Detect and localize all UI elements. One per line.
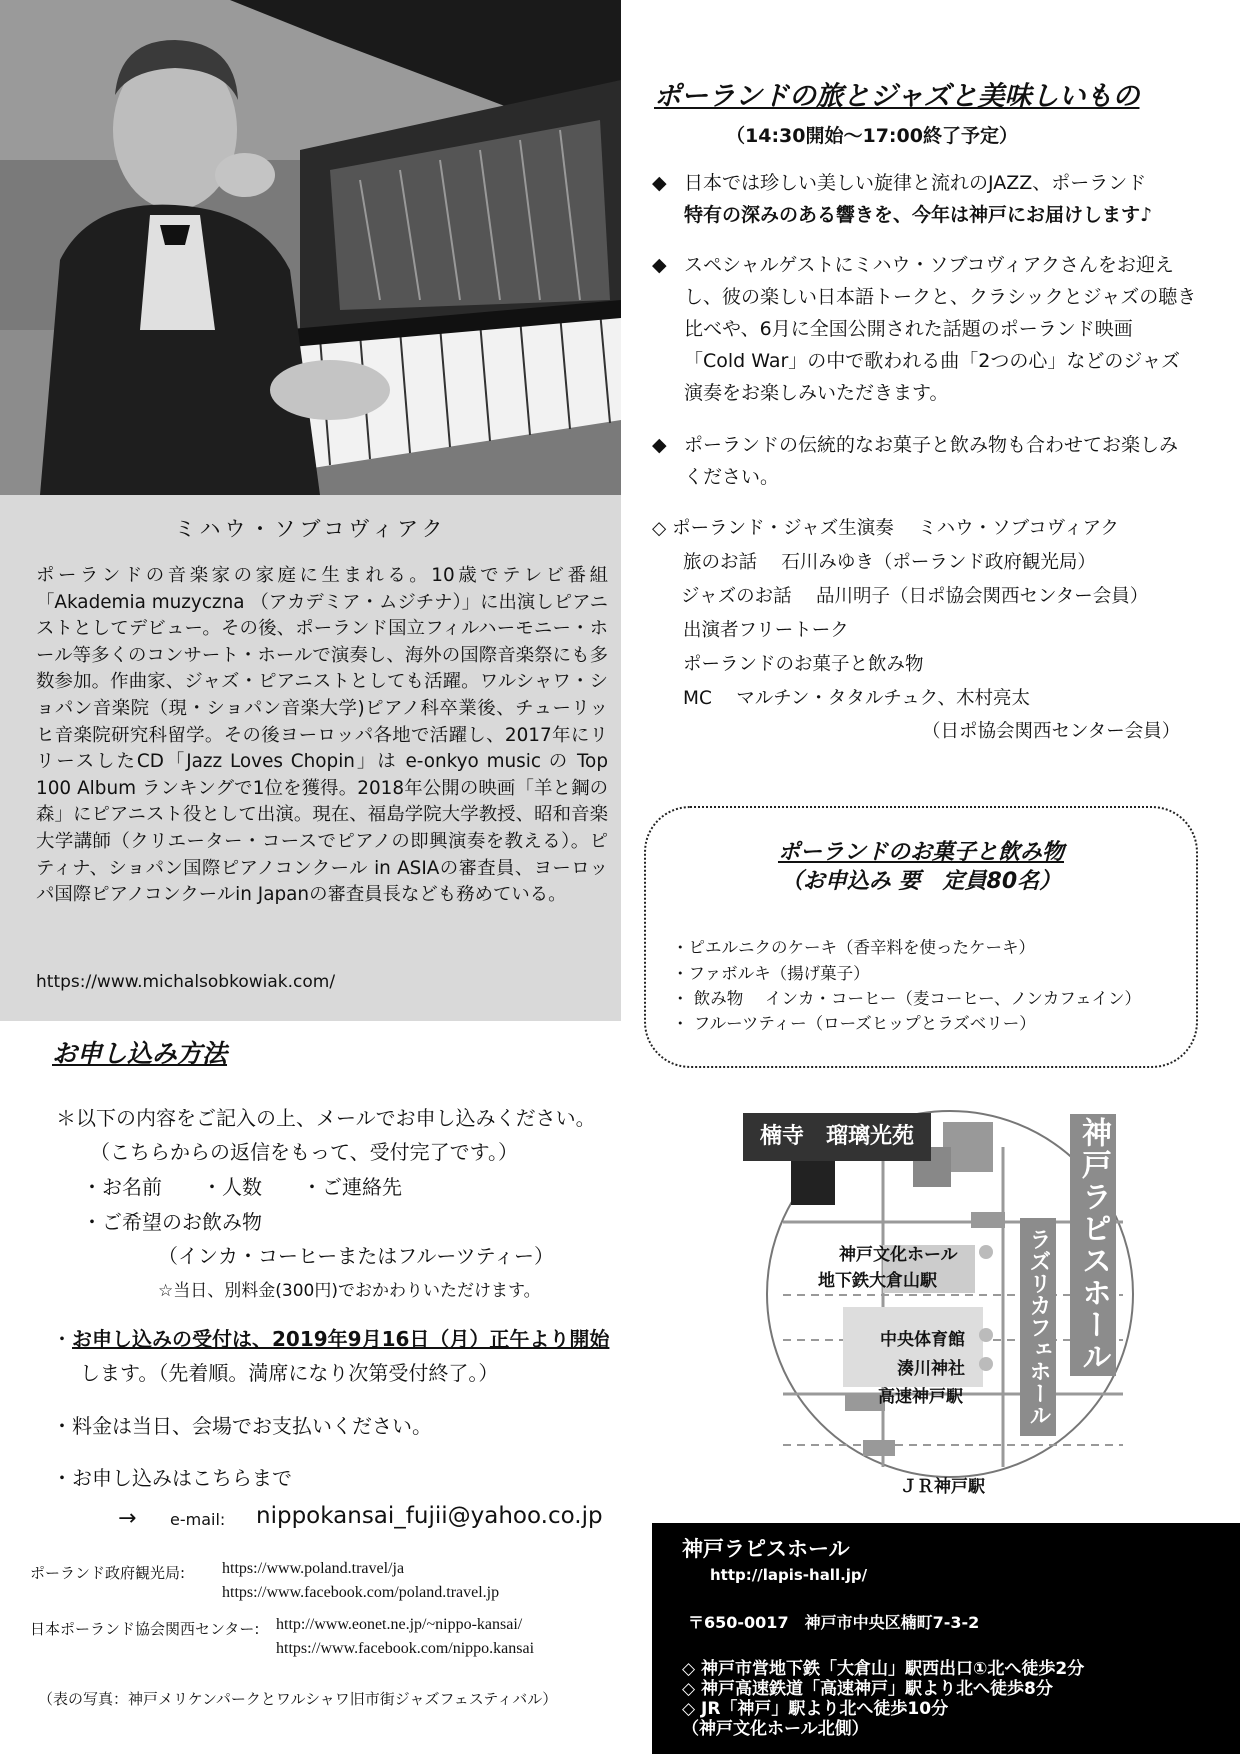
program-item-free-talk: 出演者フリートーク: [683, 620, 849, 641]
map-label-bunka-hall: 神戸文化ホール: [839, 1245, 958, 1265]
bullet-text: 日本では珍しい美しい旋律と流れのJAZZ、ポーランド: [684, 172, 1147, 194]
jpk-label: 日本ポーランド協会関西センター:: [30, 1620, 260, 1638]
bullet-text: スペシャルゲストにミハウ・ソブコヴィアクさんをお迎え: [684, 254, 1174, 276]
bullet-text: 演奏をお楽しみいただきます。: [684, 382, 949, 404]
artist-website-link[interactable]: https://www.michalsobkowiak.com/: [36, 972, 336, 992]
map-label-temple: 楠寺 瑠璃光苑: [743, 1113, 931, 1161]
program-item-sweets: ポーランドのお菓子と飲み物: [683, 654, 924, 675]
event-title: ポーランドの旅とジャズと美味しいもの: [654, 81, 1140, 112]
jpk-facebook[interactable]: https://www.facebook.com/nippo.kansai: [276, 1640, 535, 1657]
program-item-mc: MC マルチン・タタルチュク、木村亮太: [683, 688, 1031, 709]
apply-start-date: [52, 1323, 609, 1352]
map-label-lazuli-cafe: ラズリカフェホール: [1020, 1218, 1056, 1436]
venue-website-link[interactable]: http://lapis-hall.jp/: [710, 1566, 868, 1584]
apply-start-bullet: ・: [52, 1327, 72, 1351]
sweets-title-sub: （お申込み 要 定員80名）: [780, 869, 1062, 894]
diamond-bullet-icon: ◆: [652, 434, 667, 456]
map-label-okurayama-station: 地下鉄大倉山駅: [818, 1271, 937, 1291]
event-bullet-sweets: [652, 429, 1207, 493]
pianist-photo: [0, 0, 621, 495]
sweets-item-faworki: ・ファボルキ（揚げ菓子）: [672, 964, 870, 983]
artist-name: ミハウ・ソブコヴィアク: [174, 517, 447, 541]
bullet-text: ポーランドの伝統的なお菓子と飲み物も合わせてお楽しみ: [684, 434, 1179, 456]
artist-bio: ポーランドの音楽家の家庭に生まれる。10歳でテレビ番組「Akademia muzyczna （アカデミア・ムジチナ）」に出演しピアニストとしてデビュー。その後、ポーランド国立フィルハーモニー・ホール等多くのコンサート・ホールで演奏し、海外の国際音楽祭にも多数参加。作曲家、ジャズ・ピアニストとしても活躍。ワルシャワ・ショパン音楽院（現・ショパン音楽大学)ピアノ科卒業後、チューリッヒ音楽院研究科留学。その後ヨーロッパ各地で活躍し、2017年にリリースしたCD「Jazz Loves Chopin」は e-onkyo music の Top 100 Album ランキングで1位を獲得。2018年公開の映画「羊と鋼の森」にピアニスト役として出演。現在、福島学院大学教授、昭和音楽大学講師（クリエーター・コースでピアノの即興演奏を教える）。ピティナ、ショパン国際ピアノコンクール in ASIAの審査員、ヨーロッパ国際ピアノコンクールin Japanの審査員長なども務めている。: [36, 565, 608, 906]
access-okurayama: ◇ 神戸市営地下鉄「大倉山」駅西出口①北へ徒歩2分: [682, 1659, 1085, 1679]
apply-required-fields: ・お名前 ・人数 ・ご連絡先: [82, 1175, 402, 1199]
event-bullet-guest: [652, 249, 1207, 409]
apply-contact-heading: ・お申し込みはこちらまで: [52, 1466, 292, 1490]
map-label-gymnasium: 中央体育館: [880, 1330, 965, 1350]
access-kosoku-kobe: ◇ 神戸高速鉄道「高速神戸」駅より北へ徒歩8分: [682, 1679, 1053, 1699]
diamond-bullet-icon: ◆: [652, 172, 667, 194]
arrow-icon: →: [118, 1506, 137, 1531]
apply-drink-choice: ・ご希望のお飲み物: [82, 1210, 262, 1234]
bullet-text: 比べや、6月に全国公開された話題のポーランド映画: [684, 318, 1133, 340]
apply-first-come-note: します。（先着順。満席になり次第受付終了。）: [80, 1361, 499, 1385]
apply-confirmation-note: （こちらからの返信をもって、受付完了です。）: [90, 1140, 518, 1164]
sweets-item-piernik: ・ピエルニクのケーキ（香辛料を使ったケーキ）: [672, 938, 1035, 957]
map-label-jr-kobe-station: ＪＲ神戸駅: [900, 1477, 985, 1497]
apply-drink-options: （インカ・コーヒーまたはフルーツティー）: [158, 1244, 554, 1268]
email-label: e-mail:: [170, 1510, 226, 1529]
polish-tourism-url[interactable]: https://www.poland.travel/ja: [222, 1560, 405, 1577]
sweets-title-main: ポーランドのお菓子と飲み物: [777, 840, 1064, 865]
bullet-text: 「Cold War」の中で歌われる曲「2つの心」などのジャズ: [684, 350, 1181, 372]
event-time: （14:30開始～17:00終了予定）: [726, 125, 1018, 147]
polish-tourism-facebook[interactable]: https://www.facebook.com/poland.travel.jp: [222, 1584, 500, 1601]
venue-info-panel: [652, 1523, 1240, 1754]
program-item-jazz-talk: ジャズのお話 品川明子（日ポ協会関西センター会員）: [681, 586, 1149, 607]
apply-instruction: ＊以下の内容をご記入の上、メールでお申し込みください。: [56, 1106, 596, 1130]
program-item-travel-talk: 旅のお話 石川みゆき（ポーランド政府観光局）: [683, 552, 1096, 573]
sweets-title: [644, 838, 1198, 896]
map-label-kosoku-kobe-station: 高速神戸駅: [878, 1387, 963, 1407]
sweets-item-drinks: ・ 飲み物 インカ・コーヒー（麦コーヒー、ノンカフェイン）: [672, 989, 1142, 1008]
access-landmark-note: （神戸文化ホール北側）: [682, 1719, 869, 1739]
venue-name: 神戸ラピスホール: [682, 1537, 850, 1561]
jpk-url[interactable]: http://www.eonet.ne.jp/~nippo-kansai/: [276, 1616, 523, 1633]
program-item-jazz-live: ◇ ポーランド・ジャズ生演奏 ミハウ・ソブコヴィアク: [652, 518, 1120, 539]
bullet-text: し、彼の楽しい日本語トークと、クラシックとジャズの聴き: [684, 286, 1197, 308]
program-item-mc-affiliation: （日ポ協会関西センター会員）: [922, 721, 1181, 742]
apply-start-date-text: お申し込みの受付は、2019年9月16日（月）正午より開始: [72, 1327, 610, 1351]
access-jr-kobe: ◇ JR「神戸」駅より北へ徒歩10分: [682, 1699, 949, 1719]
contact-email-link[interactable]: nippokansai_fujii@yahoo.co.jp: [256, 1503, 603, 1529]
diamond-bullet-icon: ◆: [652, 254, 667, 276]
sweets-item-fruit-tea: ・ フルーツティー（ローズヒップとラズベリー）: [672, 1014, 1036, 1033]
bullet-text: ください。: [684, 466, 780, 488]
cover-photo-note: （表の写真：神戸メリケンパークとワルシャワ旧市街ジャズフェスティバル）: [38, 1690, 558, 1708]
apply-method-title: お申し込み方法: [52, 1039, 228, 1068]
event-bullet-jazz: [652, 167, 1207, 231]
map-label-lapis-hall: 神戸ラピスホール: [1070, 1114, 1116, 1376]
map-label-minatogawa-shrine: 湊川神社: [897, 1359, 965, 1379]
polish-tourism-label: ポーランド政府観光局:: [30, 1564, 186, 1582]
apply-fee-note: ・料金は当日、会場でお支払いください。: [52, 1414, 432, 1438]
bullet-text: 特有の深みのある響きを、今年は神戸にお届けします♪: [684, 204, 1153, 226]
venue-address: 〒650-0017 神戸市中央区楠町7-3-2: [688, 1613, 980, 1632]
apply-refill-note: ☆当日、別料金(300円)でおかわりいただけます。: [158, 1281, 541, 1301]
